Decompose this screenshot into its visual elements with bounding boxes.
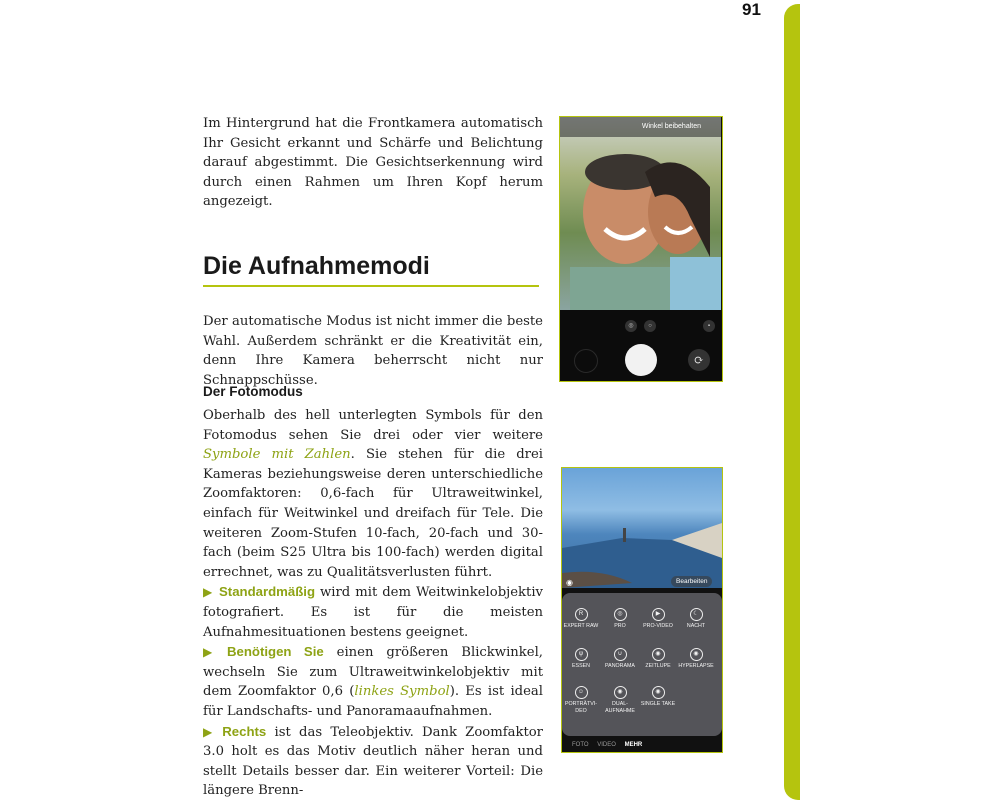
mode-hyperlapse[interactable]: ◉ HYPERLAPSE xyxy=(676,648,716,670)
eye-icon[interactable]: ◉ xyxy=(566,578,573,587)
bullet-triangle-icon: ▶ xyxy=(203,724,217,739)
page-edge-bar xyxy=(784,4,800,800)
mode-essen[interactable]: ψ ESSEN xyxy=(561,648,601,670)
modes-screenshot xyxy=(561,467,723,753)
food-icon: ψ xyxy=(575,648,588,661)
mode-expert-raw[interactable]: R EXPERT RAW xyxy=(561,608,601,630)
selfie-illustration xyxy=(560,117,721,310)
bullet2-text-a: einen größeren Blickwinkel, wechseln Sie zum Ultraweitwinkelobjektiv mit dem Zoomfaktor 0,6 ( xyxy=(203,645,543,700)
fotomodus-body xyxy=(203,406,543,801)
mode-zeitlupe[interactable]: ◉ ZEITLUPE xyxy=(638,648,678,670)
mode-pro[interactable]: ◎ PRO xyxy=(600,608,640,630)
p1-text-a: Oberhalb des hell unterlegten Symbols für den Fotomodus sehen Sie drei oder vier weitere xyxy=(203,408,543,443)
mode-dual-aufnahme[interactable]: ◉ DUAL- AUFNAHME xyxy=(600,686,640,714)
moon-icon: ☾ xyxy=(690,608,703,621)
bullet3-keyword: Rechts xyxy=(222,723,267,739)
pro-icon: ◎ xyxy=(614,608,627,621)
gallery-thumbnail[interactable] xyxy=(574,349,598,373)
portrait-video-icon: ☺ xyxy=(575,686,588,699)
selfie-camera-screenshot xyxy=(559,116,723,382)
slow-motion-icon: ◉ xyxy=(652,648,665,661)
bullet-triangle-icon: ▶ xyxy=(203,645,221,660)
pro-video-icon: ▶ xyxy=(652,608,665,621)
expert-raw-icon: R xyxy=(575,608,588,621)
mode-portraitvideo[interactable]: ☺ PORTRÄTVI- DEO xyxy=(561,686,601,714)
bullet1-keyword: Standardmäßig xyxy=(219,584,316,600)
switch-camera-icon[interactable]: ⟳ xyxy=(688,349,710,371)
tab-video[interactable]: VIDEO xyxy=(597,742,616,748)
tab-mehr[interactable]: MEHR xyxy=(624,742,643,748)
mode-single-take[interactable]: ◉ SINGLE TAKE xyxy=(638,686,678,708)
p1-emphasis: Symbole mit Zahlen xyxy=(203,447,351,463)
bullet3-text: ist das Teleobjektiv. Dank Zoomfaktor 3.0 holt es das Motiv deutlich näher heran und stellt Details besser dar. Ein weiterer Vorteil: Die längere Brenn- xyxy=(203,724,543,799)
hyperlapse-icon: ◉ xyxy=(690,648,703,661)
bullet2-keyword: Benötigen Sie xyxy=(227,644,324,660)
p1-text-b: . Sie stehen für die drei Kameras beziehungsweise deren unterschiedliche Zoomfaktoren: 0,6-fach für Ultraweitwinkel, einfach für Weitwinkel und dreifach für Tele. Die weiteren Zoom-Stufen 10-fach, 20-fach und 30-fach (beim S25 Ultra bis 100-fach) werden digital errechnet, was zu Qualitätsverlusten führt. xyxy=(203,447,543,580)
selfie-photo xyxy=(560,117,721,310)
subsection-heading: Der Fotomodus xyxy=(203,384,303,399)
single-selfie-icon[interactable]: ○ xyxy=(644,320,656,332)
bullet2-emphasis: linkes Symbol xyxy=(354,684,450,700)
mode-pro-video[interactable]: ▶ PRO-VIDEO xyxy=(638,608,678,630)
sea-illustration xyxy=(562,468,722,588)
single-take-icon: ◉ xyxy=(652,686,665,699)
intro-paragraph: Im Hintergrund hat die Frontkamera automatisch Ihr Gesicht erkannt und Schärfe und Belichtung darauf abgestimmt. Die Gesichtserkennung wird durch einen Rahmen um Ihren Kopf herum angezeigt. xyxy=(203,116,543,210)
sea-photo xyxy=(562,468,722,588)
mode-tab-bar xyxy=(572,742,649,748)
bullet-triangle-icon: ▶ xyxy=(203,585,214,600)
keep-angle-banner[interactable]: Winkel beibehalten xyxy=(560,117,721,137)
shutter-button[interactable] xyxy=(625,344,657,376)
section-lead: Der automatische Modus ist nicht immer die beste Wahl. Außerdem schränkt er die Kreativität ein, denn Ihre Kamera beherrscht nicht nur Schnappschüsse. xyxy=(203,314,543,388)
grid-menu-icon[interactable]: ▪ xyxy=(703,320,715,332)
panorama-icon: ∪ xyxy=(614,648,627,661)
tab-foto[interactable]: FOTO xyxy=(572,742,589,748)
mode-panorama[interactable]: ∪ PANORAMA xyxy=(600,648,640,670)
bullet1-text: wird mit dem Weitwinkelobjektiv fotografiert. Es ist für die meisten Aufnahmesituationen bestens geeignet. xyxy=(203,585,543,640)
mode-nacht[interactable]: ☾ NACHT xyxy=(676,608,716,630)
page-number: 91 xyxy=(742,0,761,19)
edit-button[interactable]: Bearbeiten xyxy=(671,576,712,587)
bullet2-text-b: ). Es ist ideal für Landschafts- und Panoramaaufnahmen. xyxy=(203,684,543,719)
section-title: Die Aufnahmemodi xyxy=(203,252,539,287)
dual-record-icon: ◉ xyxy=(614,686,627,699)
group-selfie-icon[interactable]: ◎ xyxy=(625,320,637,332)
